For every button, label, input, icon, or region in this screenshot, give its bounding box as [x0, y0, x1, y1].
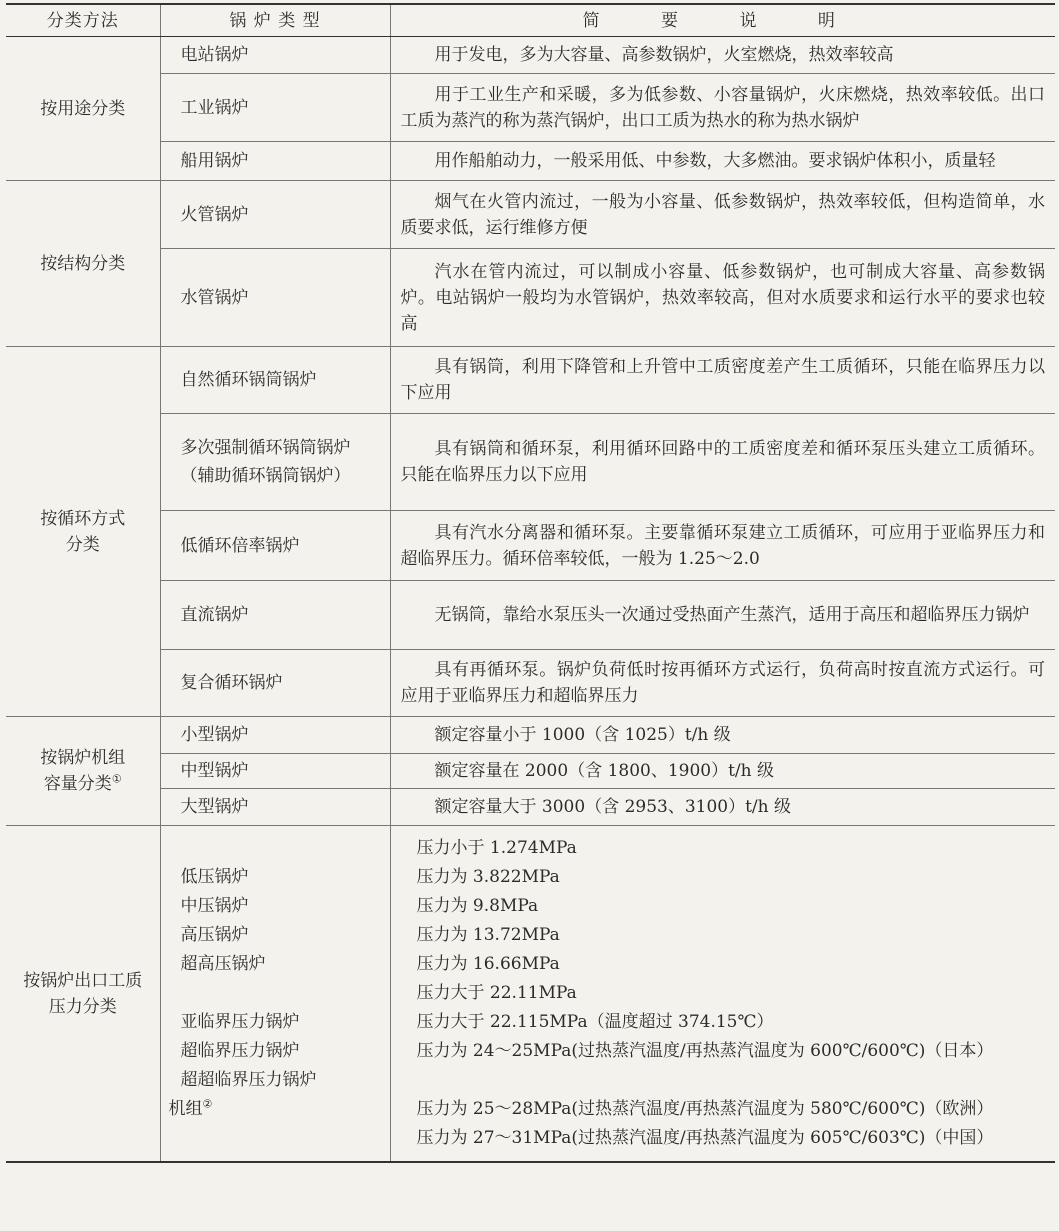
- method-circulation: [6, 347, 160, 717]
- type-cell: 电站锅炉: [160, 37, 390, 74]
- description-cell: 用于发电，多为大容量、高参数锅炉，火室燃烧，热效率较高: [390, 37, 1055, 74]
- description-cell: 额定容量小于 1000（含 1025）t/h 级: [390, 717, 1055, 754]
- footnote-mark: ②: [202, 1097, 213, 1111]
- description-cell: 汽水在管内流过，可以制成小容量、低参数锅炉，也可制成大容量、高参数锅炉。电站锅炉一般均为水管锅炉，热效率较高，但对水质要求和运行水平的要求也较高: [390, 249, 1055, 347]
- type-cell: 复合循环锅炉: [160, 650, 390, 717]
- method-circulation-line2: 分类: [65, 534, 100, 555]
- type-cell: 自然循环锅筒锅炉: [160, 347, 390, 414]
- description-cell: 无锅筒，靠给水泵压头一次通过受热面产生蒸汽，适用于高压和超临界压力锅炉: [390, 581, 1055, 650]
- list-item: 高压锅炉: [180, 925, 249, 945]
- table-row: [6, 249, 1055, 347]
- description-cell: 具有再循环泵。锅炉负荷低时按再循环方式运行，负荷高时按直流方式运行。可应用于亚临界压力和超临界压力: [390, 650, 1055, 717]
- table-header-row: [6, 4, 1055, 37]
- description-cell: 额定容量大于 3000（含 2953、3100）t/h 级: [390, 789, 1055, 826]
- method-pressure-line1: 按锅炉出口工质: [23, 970, 143, 991]
- list-item-continued-text: 机组: [168, 1099, 203, 1119]
- table-row: [6, 37, 1055, 74]
- table-row: [6, 414, 1055, 511]
- method-usage: 按用途分类: [6, 37, 160, 181]
- type-cell: 低循环倍率锅炉: [160, 511, 390, 581]
- list-item: 超临界压力锅炉: [180, 1041, 300, 1061]
- list-item: 压力小于 1.274MPa: [416, 838, 577, 858]
- list-item: 中压锅炉: [180, 896, 249, 916]
- method-capacity: [6, 717, 160, 826]
- method-pressure-line2: 压力分类: [48, 996, 117, 1017]
- table-row: [6, 789, 1055, 826]
- description-cell: 额定容量在 2000（含 1800、1900）t/h 级: [390, 754, 1055, 789]
- list-item: 压力为 27～31MPa(过热蒸汽温度/再热蒸汽温度为 605℃/603℃)（中国）: [416, 1128, 994, 1148]
- pressure-descriptions: [390, 826, 1055, 1163]
- header-description: 简 要 说 明: [390, 4, 1055, 37]
- table-row: [6, 74, 1055, 142]
- method-circulation-line1: 按循环方式: [40, 508, 126, 529]
- table-row: [6, 826, 1055, 1163]
- footnote-mark: ①: [111, 772, 122, 786]
- list-item: 超高压锅炉: [180, 954, 266, 974]
- type-cell: 小型锅炉: [160, 717, 390, 754]
- method-capacity-line1: 按锅炉机组: [40, 748, 126, 768]
- list-item: 压力为 9.8MPa: [416, 896, 539, 916]
- description-cell: 具有锅筒和循环泵，利用循环回路中的工质密度差和循环泵压头建立工质循环。只能在临界压力以下应用: [390, 414, 1055, 511]
- list-item: 压力为 16.66MPa: [416, 954, 560, 974]
- list-item-continued: [169, 1095, 380, 1124]
- description-cell: 具有锅筒，利用下降管和上升管中工质密度差产生工质循环，只能在临界压力以下应用: [390, 347, 1055, 414]
- list-item: 压力为 25～28MPa(过热蒸汽温度/再热蒸汽温度为 580℃/600℃)（欧洲）: [416, 1099, 994, 1119]
- table-row: [6, 347, 1055, 414]
- description-cell: 烟气在火管内流过，一般为小容量、低参数锅炉，热效率较低，但构造简单，水质要求低，运行维修方便: [390, 181, 1055, 249]
- method-pressure: [6, 826, 160, 1163]
- table-row: [6, 581, 1055, 650]
- list-item: 压力大于 22.11MPa: [416, 983, 577, 1003]
- type-cell: 船用锅炉: [160, 142, 390, 181]
- list-item: 压力为 24～25MPa(过热蒸汽温度/再热蒸汽温度为 600℃/600℃)（日本）: [416, 1041, 994, 1061]
- list-item: 压力为 13.72MPa: [416, 925, 560, 945]
- table-row: [6, 511, 1055, 581]
- method-capacity-line2: 容量分类: [43, 774, 112, 794]
- list-item: 亚临界压力锅炉: [180, 1012, 300, 1032]
- method-structure: 按结构分类: [6, 181, 160, 347]
- header-type: 锅 炉 类 型: [160, 4, 390, 37]
- table-row: [6, 181, 1055, 249]
- header-method: 分类方法: [6, 4, 160, 37]
- list-spacer: [417, 1066, 1046, 1095]
- list-item: 压力大于 22.115MPa（温度超过 374.15℃）: [416, 1012, 774, 1032]
- list-item: 压力为 3.822MPa: [416, 867, 560, 887]
- type-cell: 直流锅炉: [160, 581, 390, 650]
- pressure-types: [160, 826, 390, 1163]
- type-cell: 工业锅炉: [160, 74, 390, 142]
- boiler-classification-table: [6, 3, 1055, 1163]
- type-cell: 水管锅炉: [160, 249, 390, 347]
- description-cell: 具有汽水分离器和循环泵。主要靠循环泵建立工质循环，可应用于亚临界压力和超临界压力。循环倍率较低，一般为 1.25～2.0: [390, 511, 1055, 581]
- table-row: [6, 754, 1055, 789]
- type-cell: 火管锅炉: [160, 181, 390, 249]
- type-cell: 中型锅炉: [160, 754, 390, 789]
- list-item: 超超临界压力锅炉: [180, 1070, 317, 1090]
- table-row: [6, 717, 1055, 754]
- description-cell: 用于工业生产和采暖，多为低参数、小容量锅炉，火床燃烧，热效率较低。出口工质为蒸汽的称为蒸汽锅炉，出口工质为热水的称为热水锅炉: [390, 74, 1055, 142]
- table-row: [6, 650, 1055, 717]
- type-cell: 大型锅炉: [160, 789, 390, 826]
- type-cell: 多次强制循环锅筒锅炉（辅助循环锅筒锅炉）: [160, 414, 390, 511]
- list-item: 低压锅炉: [180, 867, 249, 887]
- description-cell: 用作船舶动力，一般采用低、中参数，大多燃油。要求锅炉体积小，质量轻: [390, 142, 1055, 181]
- table-row: [6, 142, 1055, 181]
- list-spacer: [181, 979, 380, 1008]
